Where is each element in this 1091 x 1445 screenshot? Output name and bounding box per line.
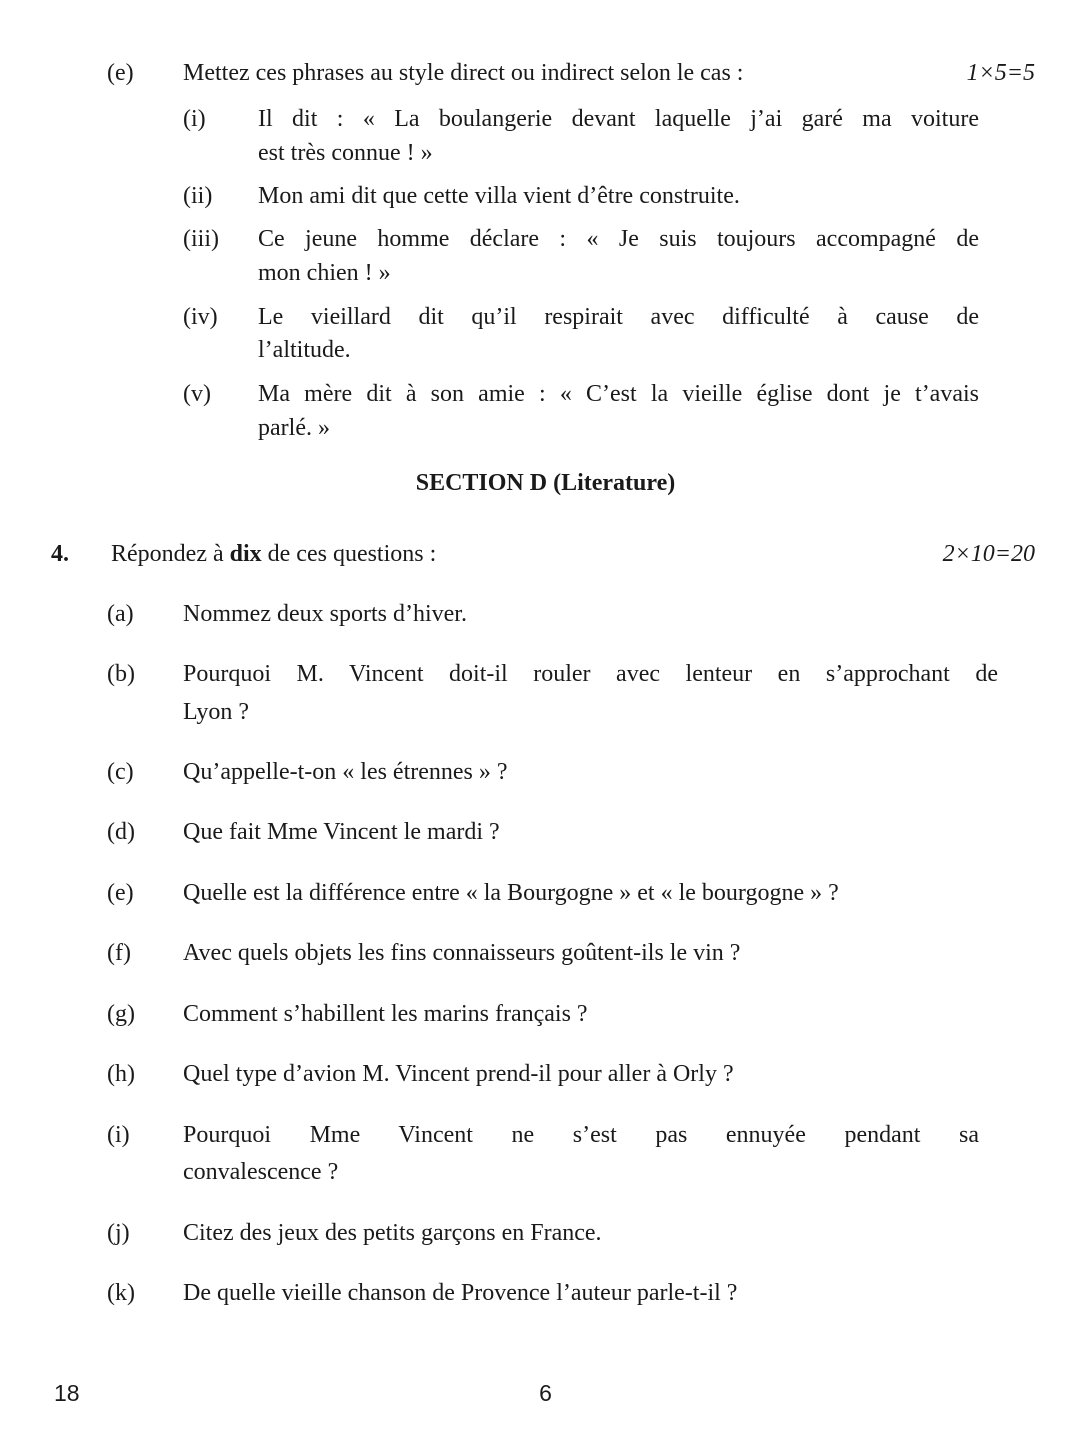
section-heading: SECTION D (Literature) [415,470,676,496]
item-text-line: Pourquoi M. Vincent doit-il rouler avec lenteur en s’approchant de [183,661,998,687]
item-label: (c) [107,759,134,785]
marks-label: 2×10=20 [942,541,1035,567]
item-text-line: Lyon ? [183,699,249,725]
item-label: (d) [107,819,135,845]
item-label: (iv) [183,304,218,330]
item-text-line: parlé. » [258,415,330,441]
item-text-line: Que fait Mme Vincent le mardi ? [183,819,500,845]
item-text-line: Qu’appelle-t-on « les étrennes » ? [183,759,508,785]
item-text-line: mon chien ! » [258,260,391,286]
item-label: (b) [107,661,135,687]
question-label-e: (e) [107,60,134,86]
item-label: (h) [107,1061,135,1087]
item-text-line: Comment s’habillent les marins français ? [183,1001,588,1027]
item-label: (ii) [183,183,213,209]
prompt-emphasis: dix [229,541,262,567]
item-label: (k) [107,1280,135,1306]
item-text-line: De quelle vieille chanson de Provence l’auteur parle-t-il ? [183,1280,738,1306]
item-label: (j) [107,1220,130,1246]
prompt-text: de ces questions : [261,541,437,567]
marks-label: 1×5=5 [966,60,1035,86]
item-label: (i) [107,1122,130,1148]
item-text-line: Quel type d’avion M. Vincent prend-il pour aller à Orly ? [183,1061,734,1087]
item-text-line: Mon ami dit que cette villa vient d’être construite. [258,183,740,209]
footer-code: 18 [54,1380,80,1406]
question-number: 4. [51,541,69,567]
page-number: 6 [539,1380,552,1406]
question-prompt [111,541,436,568]
item-text-line: Citez des jeux des petits garçons en France. [183,1220,602,1246]
item-label: (i) [183,106,206,132]
item-label: (iii) [183,226,219,252]
question-instruction: Mettez ces phrases au style direct ou indirect selon le cas : [183,60,744,86]
prompt-text: Répondez à [111,541,230,567]
item-label: (g) [107,1001,135,1027]
item-label: (f) [107,940,131,966]
item-text-line: Ce jeune homme déclare : « Je suis toujours accompagné de [258,226,979,252]
item-text-line: convalescence ? [183,1159,339,1185]
item-text-line: Ma mère dit à son amie : « C’est la vieille église dont je t’avais [258,381,979,407]
item-text-line: Avec quels objets les fins connaisseurs goûtent-ils le vin ? [183,940,741,966]
item-text-line: Nommez deux sports d’hiver. [183,601,467,627]
item-text-line: Le vieillard dit qu’il respirait avec difficulté à cause de [258,304,979,330]
item-text-line: Il dit : « La boulangerie devant laquelle j’ai garé ma voiture [258,106,979,132]
item-label: (e) [107,880,134,906]
item-label: (v) [183,381,211,407]
item-label: (a) [107,601,134,627]
item-text-line: est très connue ! » [258,140,433,166]
item-text-line: Pourquoi Mme Vincent ne s’est pas ennuyée pendant sa [183,1122,979,1148]
item-text-line: Quelle est la différence entre « la Bourgogne » et « le bourgogne » ? [183,880,839,906]
item-text-line: l’altitude. [258,337,351,363]
